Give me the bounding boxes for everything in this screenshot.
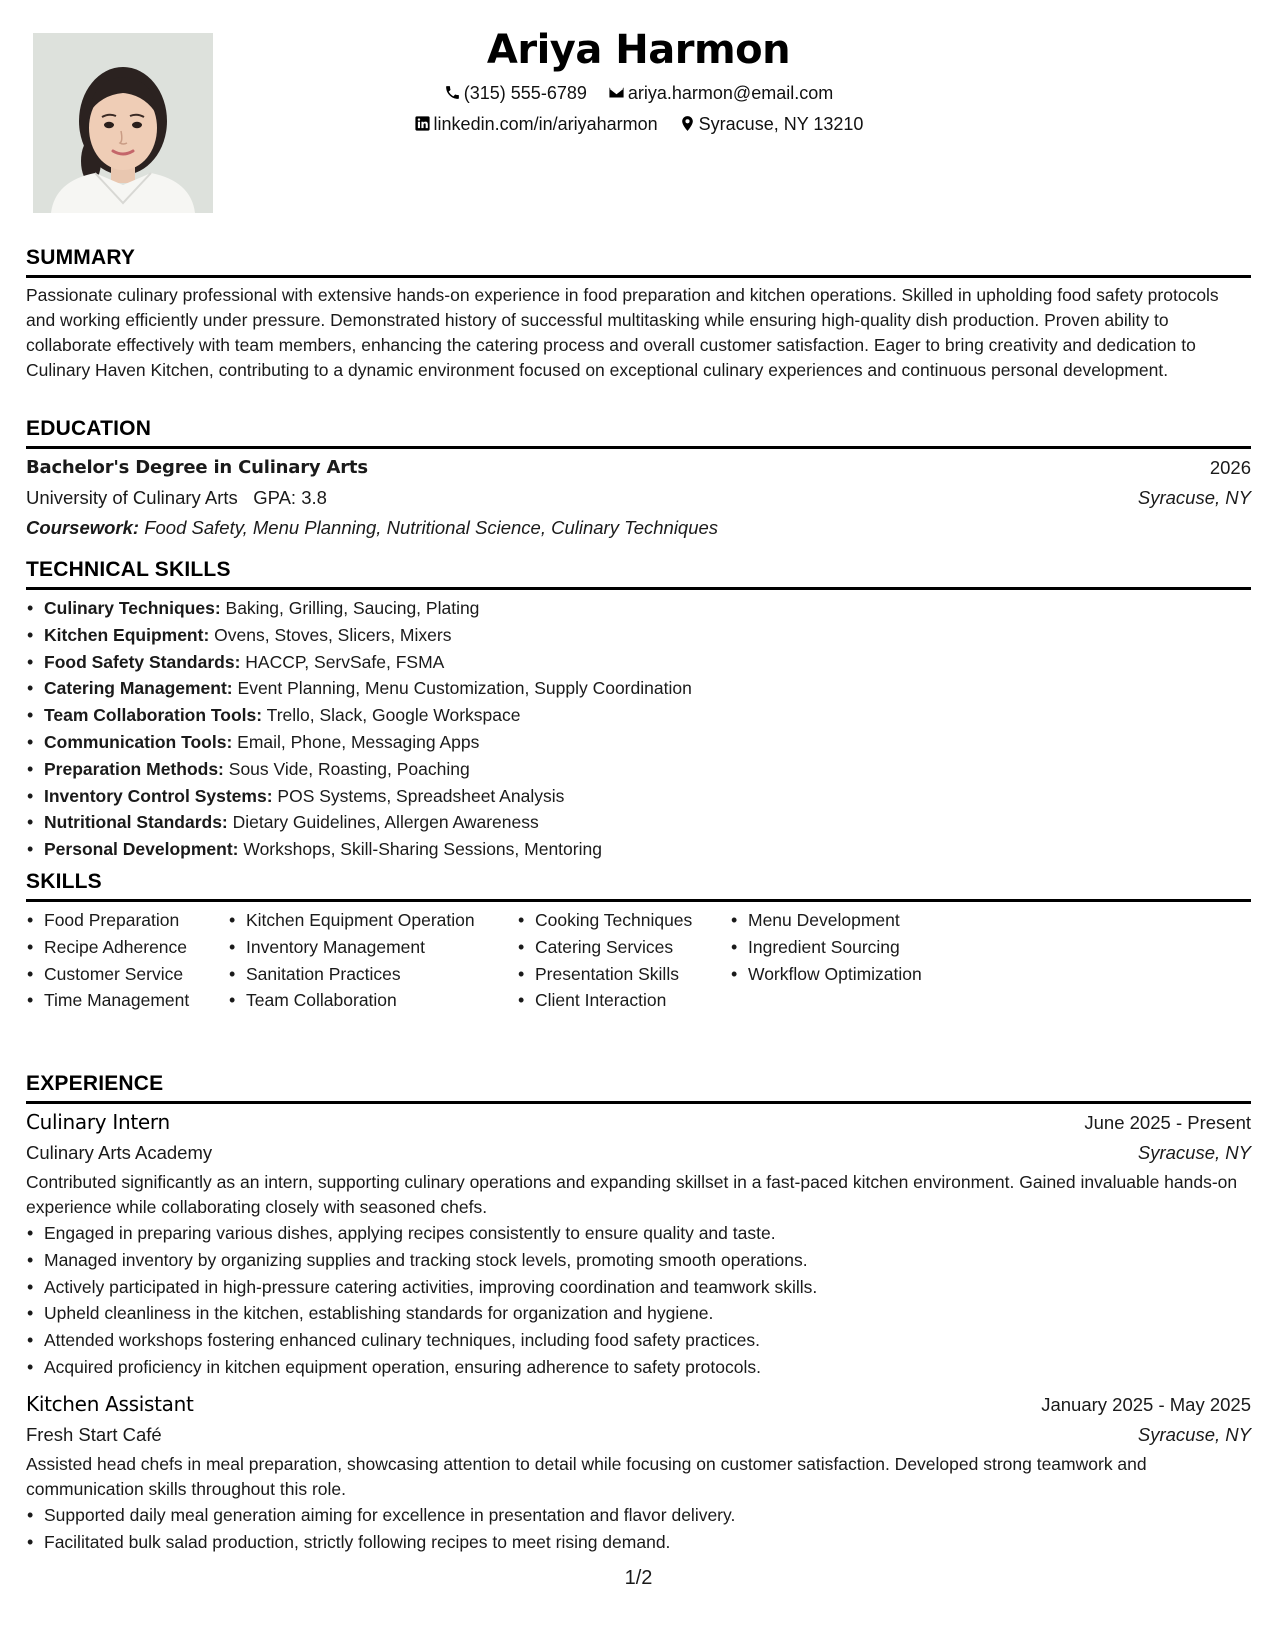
coursework-list: Food Safety, Menu Planning, Nutritional Science, Culinary Techniques (144, 517, 719, 538)
job-entry (26, 1107, 1251, 1381)
graduation-year: 2026 (1209, 457, 1251, 478)
skills-columns (26, 907, 1251, 1014)
list-item (26, 595, 1251, 622)
technical-skills-section (26, 557, 1251, 863)
list-item: • Team Collaboration (228, 987, 517, 1014)
technical-skills-heading: TECHNICAL SKILLS (26, 558, 231, 581)
list-item (26, 783, 1251, 810)
list-item: • Menu Development (730, 907, 990, 934)
skill-label: Catering Management: (44, 678, 233, 699)
skill-value: HACCP, ServSafe, FSMA (245, 651, 445, 672)
experience-heading: EXPERIENCE (26, 1072, 164, 1095)
list-item: • Sanitation Practices (228, 961, 517, 988)
job-title: Kitchen Assistant (26, 1391, 194, 1416)
list-item: • Kitchen Equipment Operation (228, 907, 517, 934)
skill-label: Inventory Control Systems: (44, 785, 273, 806)
list-item: • Cooking Techniques (517, 907, 730, 934)
list-item: • Supported daily meal generation aiming for excellence in presentation and flavor delivery. (26, 1502, 1251, 1529)
location-text: Syracuse, NY 13210 (698, 114, 864, 134)
skills-section (26, 869, 1251, 1014)
list-item: • Engaged in preparing various dishes, applying recipes consistently to ensure quality and taste. (26, 1220, 1251, 1247)
job-bullets (26, 1502, 1251, 1556)
skills-column-3 (517, 907, 730, 1014)
linkedin-icon (414, 115, 431, 132)
list-item (26, 836, 1251, 863)
list-item: • Attended workshops fostering enhanced culinary techniques, including food safety practices. (26, 1327, 1251, 1354)
list-item: • Time Management (26, 987, 228, 1014)
education-school-row (26, 483, 1251, 513)
skill-label: Nutritional Standards: (44, 812, 228, 833)
list-item (26, 756, 1251, 783)
skill-label: Communication Tools: (44, 731, 233, 752)
contact-row-2 (26, 109, 1251, 140)
job-header-row (26, 1389, 1251, 1420)
education-degree-row (26, 453, 1251, 483)
skill-label: Food Safety Standards: (44, 651, 241, 672)
section-divider (26, 899, 1251, 902)
phone-text: (315) 555-6789 (463, 83, 587, 103)
job-location: Syracuse, NY (1137, 1142, 1251, 1163)
list-item (26, 702, 1251, 729)
contact-row-1 (26, 78, 1251, 109)
envelope-icon (608, 84, 625, 101)
job-location: Syracuse, NY (1137, 1423, 1251, 1445)
list-item: • Presentation Skills (517, 961, 730, 988)
skill-label: Preparation Methods: (44, 758, 224, 779)
job-company-row (26, 1138, 1251, 1168)
resume-header (26, 22, 1251, 140)
page-number: 1/2 (624, 1567, 653, 1589)
job-description: Contributed significantly as an intern, supporting culinary operations and expanding skillset in a fast-paced kitchen environment. Gained invaluable hands-on experience while collaborating closely with seasoned chefs. (26, 1172, 1238, 1217)
skill-value: Sous Vide, Roasting, Poaching (228, 758, 470, 779)
list-item: • Inventory Management (228, 934, 517, 961)
list-item (26, 622, 1251, 649)
section-divider (26, 446, 1251, 449)
skill-value: Workshops, Skill-Sharing Sessions, Mentoring (243, 839, 602, 860)
skills-column-4 (730, 907, 990, 1014)
skill-label: Team Collaboration Tools: (44, 705, 263, 726)
phone-contact[interactable] (444, 78, 587, 109)
degree-name: Bachelor's Degree in Culinary Arts (26, 457, 368, 478)
skills-heading: SKILLS (26, 870, 102, 893)
list-item: • Managed inventory by organizing supplies and tracking stock levels, promoting smooth operations. (26, 1247, 1251, 1274)
experience-section (26, 1071, 1251, 1555)
summary-section (26, 245, 1251, 383)
job-header-row (26, 1107, 1251, 1138)
job-bullets (26, 1220, 1251, 1381)
skill-value: Event Planning, Menu Customization, Supply Coordination (237, 678, 692, 699)
list-item (26, 649, 1251, 676)
linkedin-contact[interactable] (414, 109, 658, 140)
skills-column-1 (26, 907, 228, 1014)
list-item: • Upheld cleanliness in the kitchen, establishing standards for organization and hygiene. (26, 1300, 1251, 1327)
skill-value: Email, Phone, Messaging Apps (237, 731, 480, 752)
list-item (26, 809, 1251, 836)
email-text: ariya.harmon@email.com (627, 83, 834, 103)
skill-value: POS Systems, Spreadsheet Analysis (277, 785, 565, 806)
gpa: GPA: 3.8 (253, 487, 327, 508)
section-divider (26, 587, 1251, 590)
school-location: Syracuse, NY (1137, 487, 1251, 508)
skill-value: Baking, Grilling, Saucing, Plating (225, 598, 480, 618)
list-item (26, 729, 1251, 756)
job-title: Culinary Intern (26, 1110, 170, 1134)
company-name: Fresh Start Café (26, 1423, 162, 1445)
list-item: • Recipe Adherence (26, 934, 228, 961)
skill-label: Culinary Techniques: (44, 598, 221, 618)
section-divider (26, 1101, 1251, 1104)
skill-value: Dietary Guidelines, Allergen Awareness (232, 812, 539, 833)
linkedin-text: linkedin.com/in/ariyaharmon (433, 114, 658, 134)
list-item: • Acquired proficiency in kitchen equipment operation, ensuring adherence to safety protocols. (26, 1354, 1251, 1381)
list-item: • Food Preparation (26, 907, 228, 934)
job-description: Assisted head chefs in meal preparation, showcasing attention to detail while focusing on customer satisfaction. Developed strong teamwork and communication skills throughout this role. (26, 1453, 1147, 1499)
resume-page (26, 0, 1251, 1650)
summary-heading: SUMMARY (26, 246, 136, 269)
coursework-label: Coursework: (26, 517, 140, 538)
job-dates: June 2025 - Present (1084, 1112, 1251, 1133)
skill-value: Trello, Slack, Google Workspace (266, 705, 521, 726)
technical-skills-list (26, 595, 1251, 863)
skill-label: Kitchen Equipment: (44, 624, 210, 645)
company-name: Culinary Arts Academy (26, 1142, 213, 1163)
email-contact[interactable] (608, 78, 833, 109)
phone-icon (444, 84, 461, 101)
job-dates: January 2025 - May 2025 (1041, 1393, 1251, 1415)
education-section (26, 416, 1251, 543)
list-item: • Workflow Optimization (730, 961, 990, 988)
coursework-line (26, 513, 1251, 543)
list-item: • Facilitated bulk salad production, strictly following recipes to meet rising demand. (26, 1529, 1251, 1556)
job-entry (26, 1389, 1251, 1556)
skills-column-2 (228, 907, 517, 1014)
list-item (26, 675, 1251, 702)
school-name: University of Culinary Arts (26, 487, 238, 508)
summary-text: Passionate culinary professional with extensive hands-on experience in food preparation and kitchen operations. Skilled in upholding food safety protocols and working efficiently under pressure. Demonstrated history of successful multitasking while ensuring high-quality dish production. Proven ability to collaborate effectively with team members, enhancing the catering process and overall customer satisfaction. Eager to bring creativity and dedication to Culinary Haven Kitchen, contributing to a dynamic environment focused on exceptional culinary experiences and continuous personal development. (26, 285, 1219, 380)
list-item: • Client Interaction (517, 987, 730, 1014)
job-company-row (26, 1420, 1251, 1450)
section-divider (26, 275, 1251, 278)
list-item: • Actively participated in high-pressure catering activities, improving coordination and teamwork skills. (26, 1274, 1251, 1301)
candidate-name: Ariya Harmon (486, 27, 791, 73)
map-pin-icon (679, 115, 696, 132)
skill-value: Ovens, Stoves, Slicers, Mixers (214, 624, 452, 645)
location-contact (679, 109, 864, 140)
skill-label: Personal Development: (44, 839, 239, 860)
list-item: • Catering Services (517, 934, 730, 961)
education-heading: EDUCATION (26, 417, 152, 440)
list-item: • Ingredient Sourcing (730, 934, 990, 961)
list-item: • Customer Service (26, 961, 228, 988)
